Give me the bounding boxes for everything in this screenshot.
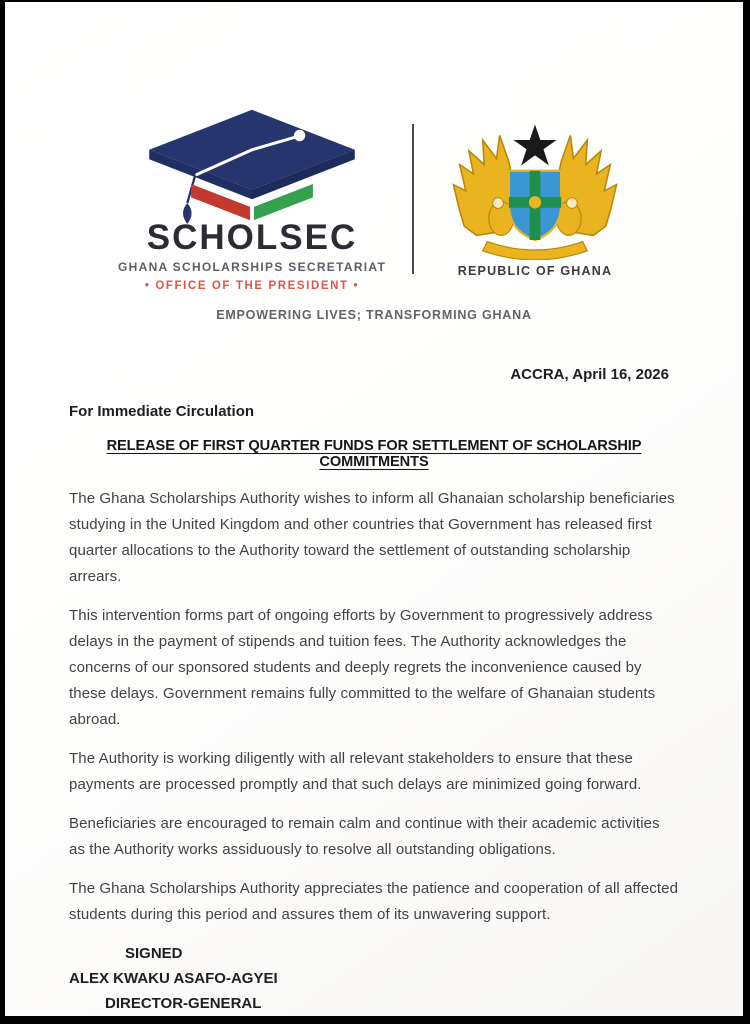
- graduation-cap-icon: [118, 106, 386, 224]
- signed-label: SIGNED: [125, 945, 183, 962]
- circulation-note: For Immediate Circulation: [69, 403, 255, 420]
- body-paragraph: The Ghana Scholarships Authority wishes to inform all Ghanaian scholarship beneficiaries studying in the United Kingdom and other countries that Government has released first quarter allocations to the Authority toward the settlement of outstanding scholarship arrears.: [69, 490, 675, 585]
- signature-block: [69, 941, 679, 1016]
- body-paragraph: Beneficiaries are encouraged to remain calm and continue with their academic activities as the Authority works assiduously to resolve all outstanding obligations.: [69, 815, 660, 858]
- body-paragraph: The Authority is working diligently with all relevant stakeholders to ensure that these payments are processed promptly and that such delays are minimized going forward.: [69, 750, 642, 793]
- republic-of-ghana-emblem: [440, 120, 630, 278]
- signatory-name: ALEX KWAKU ASAFO-AGYEI: [69, 970, 278, 987]
- body-paragraph: This intervention forms part of ongoing efforts by Government to progressively address delays in the payment of stipends and tuition fees. The Authority acknowledges the concerns of our sponsored students and deeply regrets the inconvenience caused by these delays. Government remains fully committed to the welfare of Ghanaian students abroad.: [69, 607, 656, 728]
- letter-body: [69, 486, 679, 928]
- republic-of-ghana-caption: REPUBLIC OF GHANA: [457, 264, 613, 278]
- scholsec-office-line: • OFFICE OF THE PRESIDENT •: [144, 280, 360, 292]
- letterhead-divider: [412, 124, 414, 274]
- press-release-headline: RELEASE OF FIRST QUARTER FUNDS FOR SETTLEMENT OF SCHOLARSHIP COMMITMENTS: [106, 438, 642, 470]
- letterhead: [69, 106, 679, 292]
- scholsec-logo: [118, 106, 386, 292]
- ghana-coat-of-arms-icon: [440, 120, 630, 260]
- dateline: ACCRA, April 16, 2026: [510, 366, 669, 383]
- signatory-title: DIRECTOR-GENERAL: [105, 995, 262, 1012]
- scholsec-acronym: SCHOLSEC: [146, 218, 358, 257]
- scholsec-org-name: GHANA SCHOLARSHIPS SECRETARIAT: [118, 260, 387, 274]
- body-paragraph: The Ghana Scholarships Authority appreciates the patience and cooperation of all affected students during this period and assures them of its unwavering support.: [69, 880, 679, 923]
- tagline: EMPOWERING LIVES; TRANSFORMING GHANA: [216, 308, 532, 322]
- letter-page: [5, 2, 743, 1016]
